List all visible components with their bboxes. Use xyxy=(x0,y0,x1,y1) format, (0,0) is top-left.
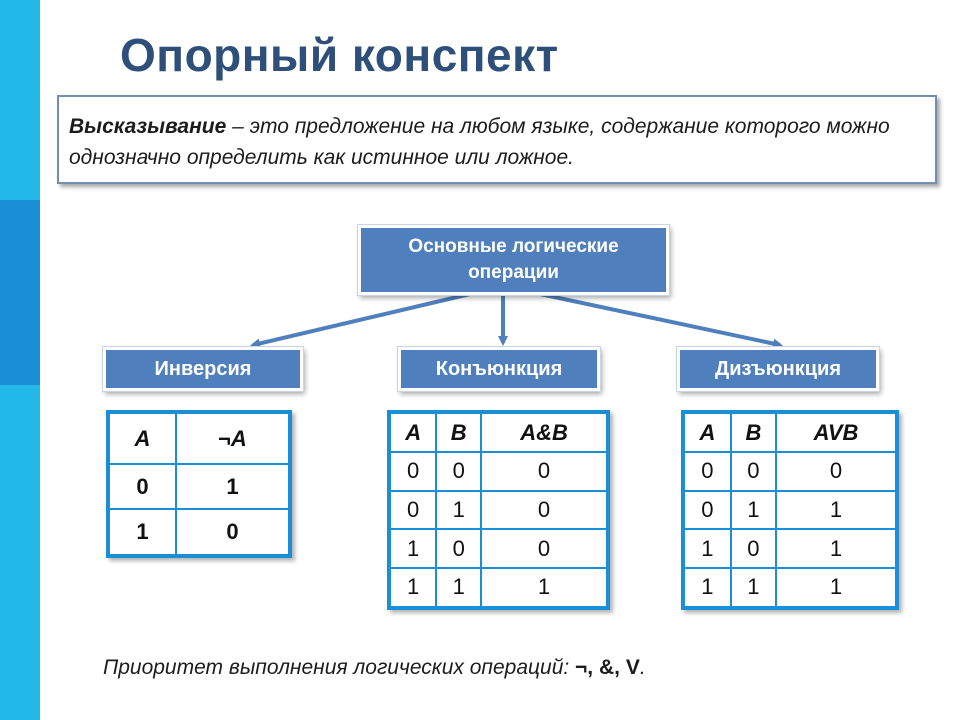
table-cell: 1 xyxy=(731,491,776,530)
header-cell: A xyxy=(683,412,731,452)
table-cell: 1 xyxy=(389,529,436,568)
table-row xyxy=(389,491,608,530)
table-cell: 1 xyxy=(683,529,731,568)
table-row xyxy=(683,568,897,608)
definition-term: Высказывание xyxy=(69,115,227,138)
conjunction-truth-table xyxy=(387,410,610,610)
header-cell: B xyxy=(731,412,776,452)
table-header-row xyxy=(389,412,608,452)
definition-text: – это предложение на любом языке, содержание которого можно однозначно определить как истинное или ложное. xyxy=(69,115,890,169)
header-cell: ¬A xyxy=(176,412,290,464)
header-cell: B xyxy=(436,412,481,452)
table-cell: 0 xyxy=(731,452,776,491)
priority-label: Приоритет выполнения логических операций: xyxy=(103,656,576,679)
operation-priority-note xyxy=(103,656,646,680)
table-cell: 1 xyxy=(731,568,776,608)
table-row xyxy=(683,529,897,568)
table-cell: 1 xyxy=(776,491,897,530)
header-cell: A&B xyxy=(481,412,608,452)
table-cell: 0 xyxy=(731,529,776,568)
table-cell: 0 xyxy=(108,464,176,509)
table-cell: 0 xyxy=(481,529,608,568)
arrow-to-inversion xyxy=(253,294,470,345)
table-row xyxy=(108,509,290,556)
root-node-basic-operations: Основные логические операции xyxy=(358,225,669,295)
table-cell: 1 xyxy=(481,568,608,608)
table-cell: 0 xyxy=(481,452,608,491)
table-cell: 1 xyxy=(776,529,897,568)
header-cell: A xyxy=(389,412,436,452)
table-header-row xyxy=(683,412,897,452)
table-row xyxy=(683,452,897,491)
table-cell: 0 xyxy=(389,491,436,530)
table-row xyxy=(389,529,608,568)
table-cell: 0 xyxy=(683,452,731,491)
priority-ops: ¬, &, V xyxy=(575,656,640,679)
table-row xyxy=(683,491,897,530)
table-cell: 0 xyxy=(776,452,897,491)
table-cell: 0 xyxy=(481,491,608,530)
table-cell: 1 xyxy=(436,491,481,530)
node-disjunction: Дизъюнкция xyxy=(677,347,879,391)
table-cell: 0 xyxy=(436,452,481,491)
table-cell: 1 xyxy=(683,568,731,608)
table-row xyxy=(389,568,608,608)
table-cell: 0 xyxy=(683,491,731,530)
table-cell: 0 xyxy=(436,529,481,568)
table-cell: 0 xyxy=(389,452,436,491)
table-cell: 1 xyxy=(108,509,176,556)
table-cell: 1 xyxy=(389,568,436,608)
table-cell: 1 xyxy=(176,464,290,509)
node-inversion: Инверсия xyxy=(103,347,303,391)
disjunction-truth-table xyxy=(681,410,899,610)
page-title: Опорный конспект xyxy=(120,29,559,81)
priority-end: . xyxy=(639,656,646,679)
header-cell: AVB xyxy=(776,412,897,452)
header-cell: A xyxy=(108,412,176,464)
table-cell: 0 xyxy=(176,509,290,556)
arrow-to-disjunction xyxy=(540,294,780,345)
table-header-row xyxy=(108,412,290,464)
table-cell: 1 xyxy=(436,568,481,608)
table-row xyxy=(108,464,290,509)
node-conjunction: Конъюнкция xyxy=(398,347,600,391)
table-cell: 1 xyxy=(776,568,897,608)
table-row xyxy=(389,452,608,491)
inversion-truth-table xyxy=(106,410,292,558)
